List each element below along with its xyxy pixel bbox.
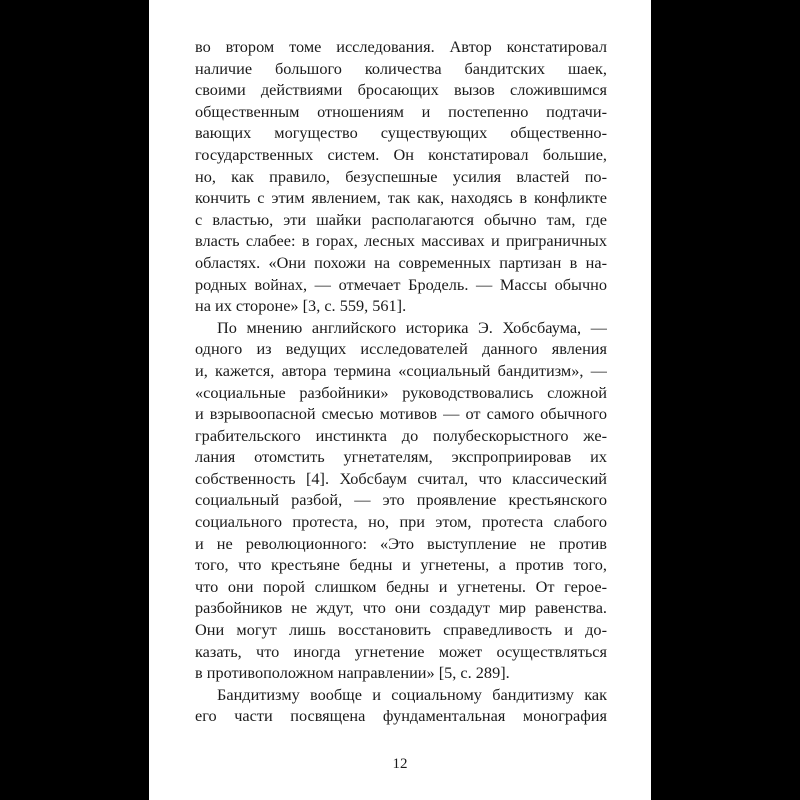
paragraph [195, 36, 607, 317]
text-line: того, что крестьяне бедны и угнетены, а против того, [195, 555, 607, 575]
text-line: По мнению английского историка Э. Хобсбаума, — [217, 317, 607, 337]
text-line: государственных систем. Он констатировал большие, [195, 144, 607, 164]
text-line: во втором томе исследования. Автор констатировал [195, 37, 607, 56]
text-line: Они могут лишь восстановить справедливость и до- [195, 620, 607, 640]
text-line: казать, что иногда угнетение может осуществляться [195, 641, 607, 661]
text-line: что они порой слишком бедны и угнетены. От герое- [195, 576, 607, 596]
book-page [149, 0, 651, 800]
text-line: своими действиями бросающих вызов сложившимся [195, 80, 607, 100]
text-line: власть слабее: в горах, лесных массивах и приграничных [195, 231, 607, 251]
text-line: грабительского инстинкта до полубескорыстного же- [195, 425, 607, 445]
text-line: социального протеста, но, при этом, протеста слабого [195, 512, 607, 532]
text-line: лания отомстить угнетателям, экспроприировав их [195, 447, 607, 467]
text-line: разбойников не ждут, что они создадут мир равенства. [195, 598, 607, 618]
text-line: с властью, эти шайки располагаются обычно там, где [195, 209, 607, 229]
body-text [195, 36, 607, 727]
text-line: кончить с этим явлением, так как, находясь в конфликте [195, 188, 607, 208]
text-line: собственность [4]. Хобсбаум считал, что классический [195, 468, 607, 488]
text-line: наличие большого количества бандитских шаек, [195, 58, 607, 78]
text-line: Бандитизму вообще и социальному бандитизму как [217, 684, 607, 704]
text-line: его части посвящена фундаментальная монография [195, 706, 607, 726]
paragraph [195, 684, 607, 727]
text-line: социальный разбой, — это проявление крестьянского [195, 490, 607, 510]
text-line: и, кажется, автора термина «социальный бандитизм», — [195, 360, 607, 380]
text-line: на их стороне» [3, с. 559, 561]. [195, 296, 407, 316]
text-line: общественным отношениям и постепенно подтачи- [195, 101, 607, 121]
text-line: в противоположном направлении» [5, с. 289]. [195, 663, 510, 683]
text-line: областях. «Они похожи на современных партизан в на- [195, 252, 607, 272]
text-line: родных войнах, — отмечает Бродель. — Массы обычно [195, 274, 607, 294]
page-number: 12 [392, 756, 408, 772]
text-line: «социальные разбойники» руководствовались сложной [195, 382, 607, 402]
text-line: и взрывоопасной смесью мотивов — от самого обычного [195, 404, 607, 424]
text-line: и не революционного: «Это выступление не против [195, 533, 607, 553]
text-line: вающих могущество существующих общественно- [195, 123, 607, 143]
text-line: но, как правило, безуспешные усилия властей по- [195, 166, 607, 186]
text-line: одного из ведущих исследователей данного явления [195, 339, 607, 359]
paragraph [195, 317, 607, 684]
